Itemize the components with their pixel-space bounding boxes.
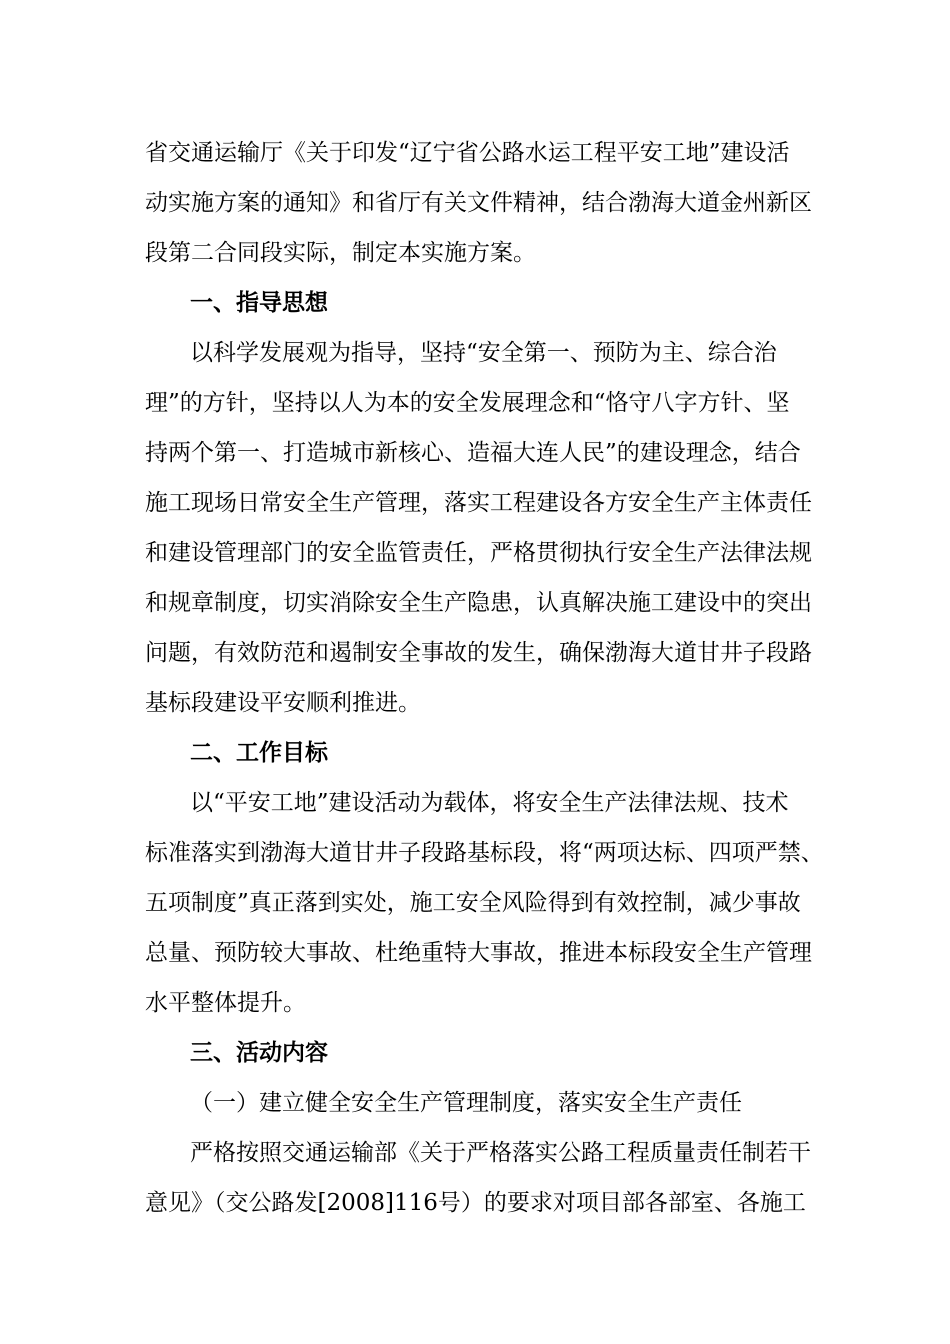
paragraph-text: 五项制度”真正落到实处，施工安全风险得到有效控制，减少事故	[145, 890, 801, 916]
paragraph-text: 持两个第一、打造城市新核心、造福大连人民”的建设理念，结合	[145, 440, 801, 466]
section-heading-text: 二、工作目标	[190, 739, 328, 766]
paragraph-text: 和规章制度，切实消除安全生产隐患，认真解决施工建设中的突出	[145, 590, 812, 616]
paragraph-text: 和建设管理部门的安全监管责任，严格贯彻执行安全生产法律法规	[145, 540, 812, 566]
paragraph-text: 以科学发展观为指导，坚持“安全第一、预防为主、综合治	[190, 340, 777, 366]
paragraph-text: 问题，有效防范和遏制安全事故的发生，确保渤海大道甘井子段路	[145, 640, 812, 666]
paragraph-text: 理”的方针，坚持以人为本的安全发展理念和“恪守八字方针、坚	[145, 390, 790, 416]
paragraph-text: 标准落实到渤海大道甘井子段路基标段，将“两项达标、四项严禁、	[145, 840, 824, 866]
section-heading-text: 一、指导思想	[190, 289, 328, 316]
paragraph-text: 水平整体提升。	[145, 990, 306, 1016]
paragraph-text: 严格按照交通运输部《关于严格落实公路工程质量责任制若干	[190, 1140, 811, 1166]
section-heading-text: 三、活动内容	[190, 1039, 328, 1066]
paragraph-text: 基标段建设平安顺利推进。	[145, 690, 421, 716]
subsection-heading-text: （一）建立健全安全生产管理制度，落实安全生产责任	[190, 1090, 742, 1116]
paragraph-text: 总量、预防较大事故、杜绝重特大事故，推进本标段安全生产管理	[145, 940, 812, 966]
paragraph-text: 动实施方案的通知》和省厅有关文件精神，结合渤海大道金州新区	[145, 190, 812, 216]
paragraph-text: 省交通运输厅《关于印发“辽宁省公路水运工程平安工地”建设活	[145, 140, 790, 166]
paragraph-text: 以“平安工地”建设活动为载体，将安全生产法律法规、技术	[190, 790, 789, 816]
paragraph-text: 意见》（交公路发[2008]116号）的要求对项目部各部室、各施工	[145, 1190, 806, 1216]
paragraph-text: 施工现场日常安全生产管理，落实工程建设各方安全生产主体责任	[145, 490, 812, 516]
paragraph-text: 段第二合同段实际，制定本实施方案。	[145, 240, 536, 266]
